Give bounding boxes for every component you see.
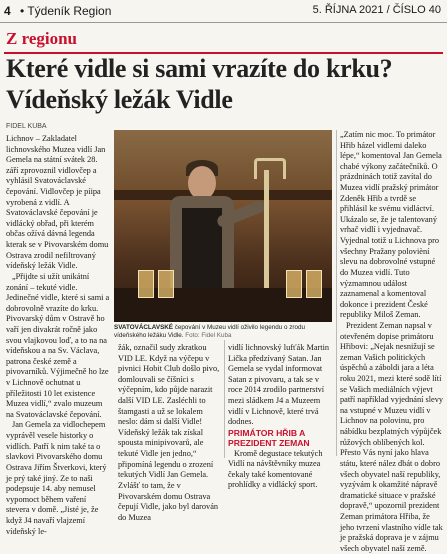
paragraph: Jan Gemela za vidlochepem vyprávěl vesele historky o vidlích. Patří k nim také ta o slavkovi Pivovarského domu Ostrava Jiřím Štverkovi, který je prý také jiný. Ze to naši podepsuje 14. aby nemusel vypomoct během vaření stevera v domě. „Jisté je, že když J4 navaří vlajzemí vídeňský le- — [6, 420, 107, 536]
column-1 — [6, 134, 110, 537]
article-photo — [114, 130, 332, 322]
photo-credit: Foto: Fidel Kuba — [183, 332, 232, 340]
paragraph: vidlí lichnovský lufťák Martin Lička předzívaný Satan. Jan Gemela se vydal informovat Satan z pivovaru, a tak se v roce 2014 zrodilo partnerství mezi sládkem J4 a Muzeem vidlí v Lichnově, které trvá dodnes. — [228, 343, 330, 427]
column-divider — [336, 130, 337, 456]
paragraph: Kromě degustace tekutých Vidlí na návštěvníky muzea čekaly také komentované prohlídky a vidlácký sport. — [228, 448, 323, 490]
column-divider — [224, 340, 225, 458]
paragraph: „Zatím nic moc. To primátor Hřib házel vidlemi daleko lépe,“ komentoval Jan Gemela chabé výkony začátečníků. O prázdninách totiž zavítal do Muzea vidlí pražský primátor Zdeněk Hřib a tvrdě se přihlásil ke svému vidláctví. Ukázalo se, že je talentovaný vrhač vidlí i vyjednavač. Vyjednal totiž u Lichnova pro všechny Pražany polovièní slevu na dobrovolné vstupné do Muzea vidlí. Tuto výzmamnou událost zaznamenal a komentoval dokonce i prezident České republiky Miloš Zeman. — [340, 130, 442, 320]
paragraph: Prezident Zeman napsal v otevřeném dopise primátoru Hřibovi: „Nejak nesnižují se zeman Vašich politických úspěchů a záboldi jara a léta roku 2021, mezi které sodě lítí se Vašich mediálních výjevt patří například vyjednání slevy na vstupné v Muzeu vidlí v Lichnov na polovinu, pro nábídku bezplatných výpůjček růžových oblíbených kol. Přesto Vás nyní jako hlava státu, které nález dbát o dobro všech obyvatel naší republiky, vyzývám k okamžité nápravě dramatické situace v pražské dopravě,“ upozornil prezident Zeman primátora Hřiba, že jeho tvrzení vlastního vídle tak je pražská doprava je v zájmu všech obyvatel naší země. — [340, 320, 443, 553]
column-3 — [228, 343, 332, 491]
page-number: 4 — [4, 4, 11, 18]
article-headline: Které vidle si sami vrazíte do krku? Vídeňský ležák Vidle — [6, 54, 393, 114]
column-5 — [340, 130, 443, 554]
section-label: Z regionu — [6, 29, 78, 48]
caption-text: čepování v Muzeu vidlí oživilo legendu o zrodu vídeňského ležáku Vidle. — [114, 324, 305, 340]
page-header — [0, 0, 447, 23]
paragraph: žák, označil sudy zkratkou VID LE. Když na výčepu v pivnici Hobit Club došlo pivo, domlouvali se číšníci s výčepním, kdo půjde narazit další VID LE. Zasléchli to štamgasti a už se lokalem neslo: dám si další Vidle! Vídeňský ležák tak získal spousta minipivovarů, ale tekuté Vidle jen jedno,“ připomíná legendu o zrození tekutých Vidlí Jan Gemela. Zvlášť to tam, že v Pivovarském domu Ostrava čepují Vidle, jako byl darován do Muzea — [118, 343, 220, 522]
column-2 — [118, 343, 220, 523]
byline: FIDEL KUBA — [6, 123, 47, 130]
caption-lead: SVATOVÁCLAVSKÉ — [114, 324, 174, 331]
section-banner — [4, 26, 443, 54]
subheading: PRIMÁTOR HŘIB A PREZIDENT ZEMAN — [228, 427, 310, 449]
photo-caption — [114, 324, 332, 340]
paragraph: „Přijdte si užít unikátní zonání – tekuté vidle. Jedinečné vidle, které si sami a dobrovolně vrazíte do krku. Pivovarský dům v Ostravě ho vaří jen divakrát ročně jako svou vlajkovou loď, a to na na vídeňskou a na Sv. Václava, patrona české země a pivovarníků. Výjimečně ho lze v Lichnově ochutnat u příležitosti 10 let existence Muzea vidlí,“ zvalo muzeum na Svatováclavské čepování. — [6, 271, 110, 419]
paragraph: Lichnov – Zakladatel lichnovského Muzea vidlí Jan Gemela na státní svátek 28. září zprovoznil vidlovčep a vyhlásil Svatováclavské čepování. Vidlovčep je píipa vyrobená z vidlí. A Svatováclavské čepování je vidlácký obřad, při kterém občas ožívá dávná legenda kterak se v Pivovarském domu Ostrava zrodil nefiltrovaný vídeňský ležák Vidle. — [6, 134, 109, 271]
publication-name: • Týdeník Region — [20, 4, 112, 18]
issue-info: 5. ŘÍJNA 2021 / ČÍSLO 40 — [312, 4, 441, 16]
